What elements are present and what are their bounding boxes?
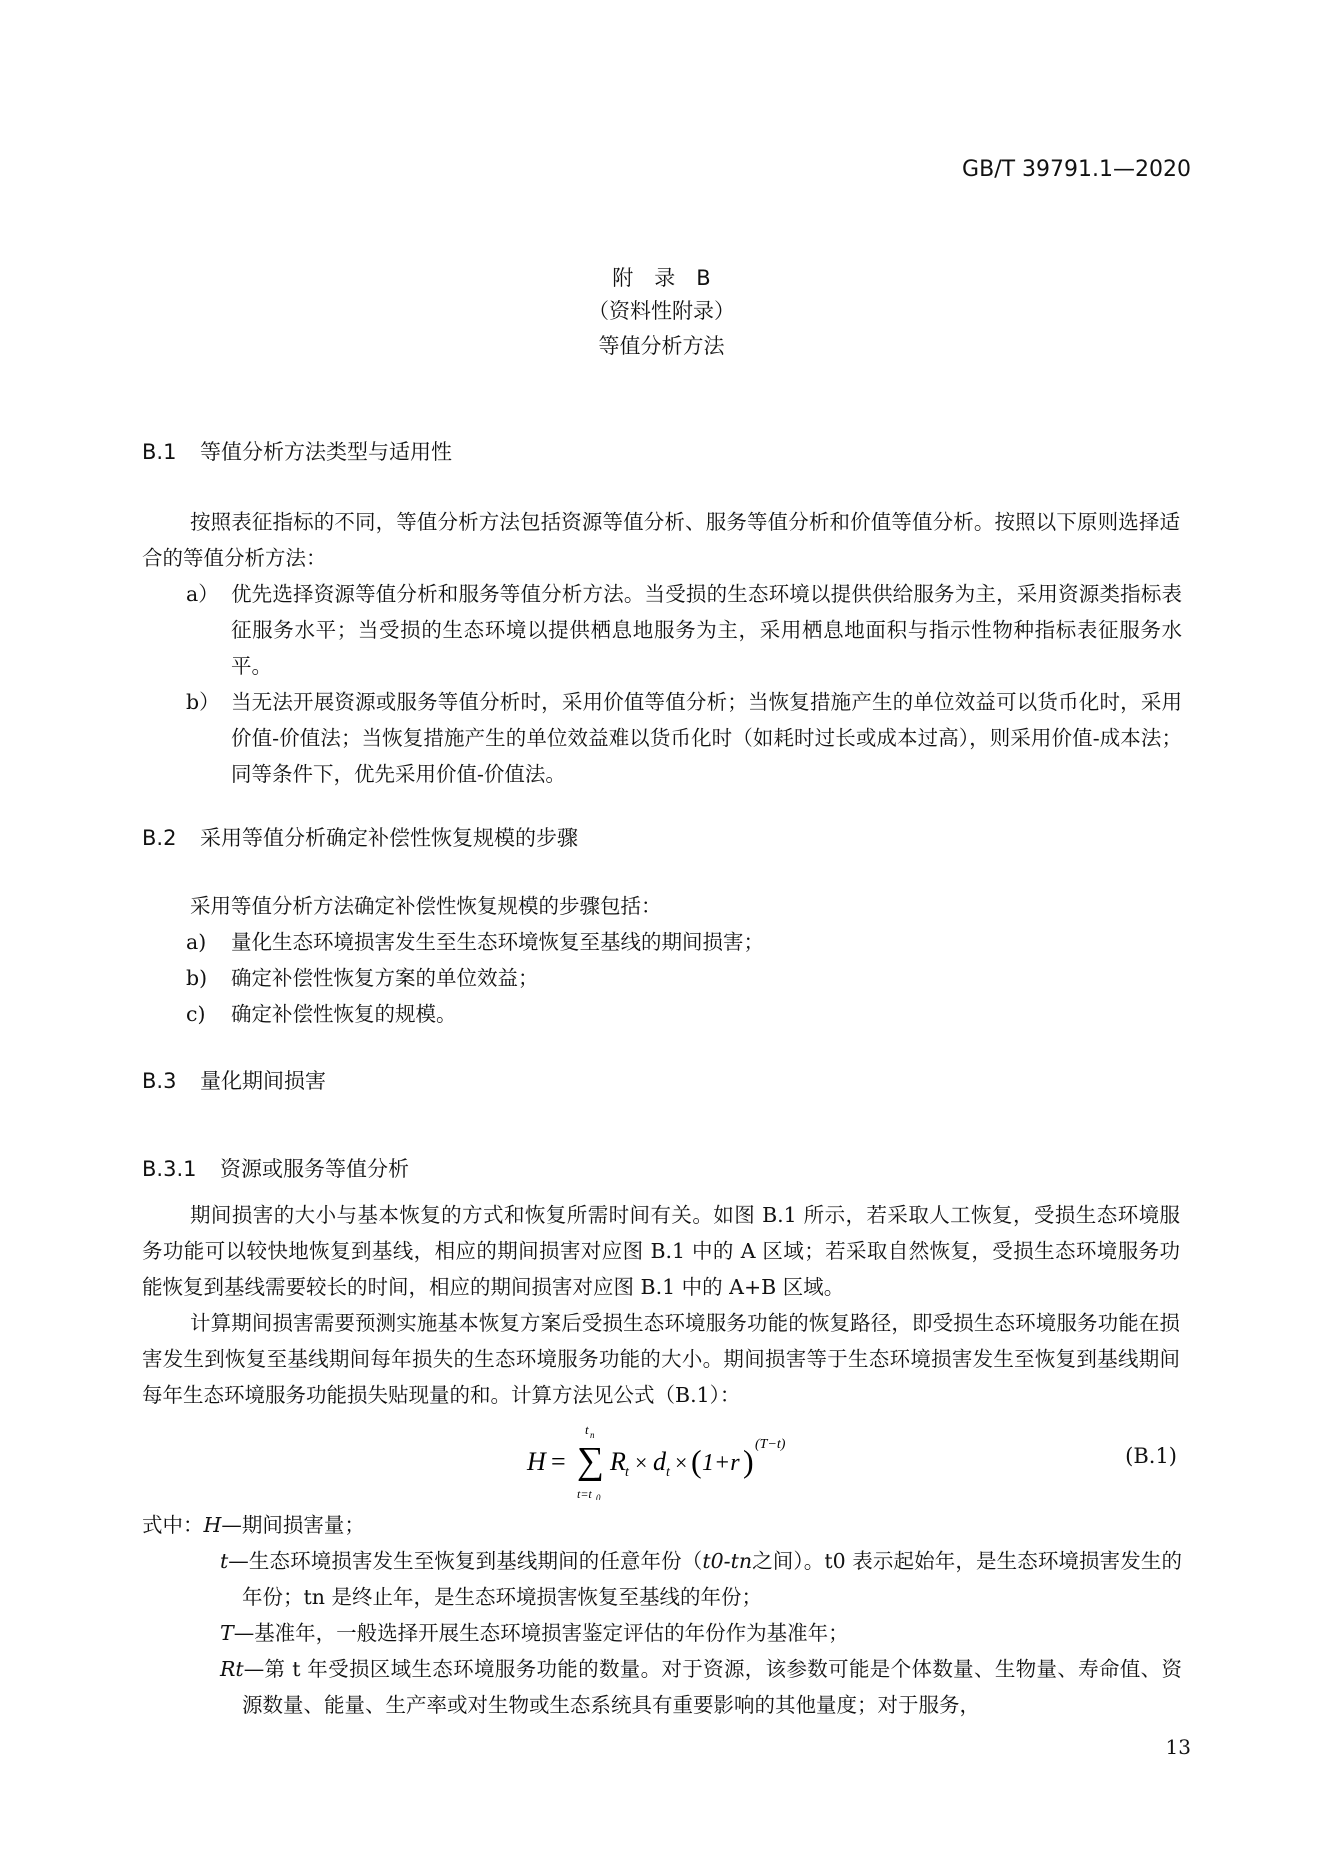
list-marker: b） <box>186 690 220 714</box>
formula-exponent: (T−t) <box>755 1437 786 1452</box>
variable-range: t0-tn <box>702 1549 753 1573</box>
paragraph-text: 期间损害的大小与基本恢复的方式和恢复所需时间有关。如图 B.1 所示，若采取人工恢复，受损生态环境服务功能可以较快地恢复到基线，相应的期间损害对应图 B.1 中的 A 区域；若采取自然恢复，受损生态环境服务功能恢复到基线需要较长的时间，相应的期间损害对应图 B.1 中的 A+B 区域。 <box>142 1203 1180 1299</box>
times-sign: × <box>675 1450 688 1475</box>
list-item <box>142 924 1182 960</box>
appendix-subtitle: 等值分析方法 <box>598 334 725 358</box>
section-heading-b1 <box>142 436 452 466</box>
variable-lead: 式中： <box>142 1513 204 1537</box>
variable-symbol: H <box>203 1513 222 1537</box>
list-item-text: 当无法开展资源或服务等值分析时，采用价值等值分析；当恢复措施产生的单位效益可以货币化时，采用价值-价值法；当恢复措施产生的单位效益难以货币化时（如耗时过长或成本过高），则采用价值-成本法；同等条件下，优先采用价值-价值法。 <box>231 690 1182 786</box>
section-number: B.1 <box>142 440 177 464</box>
sum-lower: t=t <box>577 1487 592 1500</box>
section-heading-b2 <box>142 822 578 852</box>
section-heading-b3 <box>142 1065 326 1095</box>
paren-open: ( <box>691 1443 702 1479</box>
list-item <box>142 576 1182 684</box>
variable-row-T <box>142 1615 1182 1651</box>
formula-d-term: d <box>653 1447 666 1476</box>
section-number: B.3 <box>142 1069 177 1093</box>
variable-definition-cont: 之间）。t0 表示起始年，是生态环境损害发生的年份；tn 是终止年，是生态环境损害恢复至基线的年份； <box>242 1549 1183 1609</box>
variable-definition: —生态环境损害发生至恢复到基线期间的任意年份（ <box>228 1549 703 1573</box>
list-b1 <box>142 576 1182 792</box>
paragraph <box>142 1197 1180 1413</box>
list-marker: c) <box>186 1002 206 1026</box>
section-title: 采用等值分析确定补偿性恢复规模的步骤 <box>200 826 578 850</box>
formula-inner: 1+r <box>702 1450 740 1476</box>
variable-symbol: t <box>220 1549 229 1573</box>
variable-list <box>142 1507 1182 1723</box>
variable-symbol: Rt <box>220 1657 244 1681</box>
paragraph <box>142 504 1180 576</box>
variable-symbol: T <box>220 1621 234 1645</box>
section-number: B.2 <box>142 826 177 850</box>
list-marker: a) <box>186 930 207 954</box>
document-number: GB/T 39791.1—2020 <box>962 157 1191 182</box>
section-title: 资源或服务等值分析 <box>220 1157 409 1181</box>
paren-close: ) <box>743 1443 754 1479</box>
variable-row-R <box>142 1651 1182 1723</box>
times-sign: × <box>635 1450 648 1475</box>
section-title: 等值分析方法类型与适用性 <box>200 440 452 464</box>
list-item <box>142 960 1182 996</box>
paragraph-text: 按照表征指标的不同，等值分析方法包括资源等值分析、服务等值分析和价值等值分析。按照以下原则选择适合的等值分析方法： <box>142 510 1180 570</box>
section-heading-b31 <box>142 1153 409 1183</box>
page-number: 13 <box>1165 1735 1191 1759</box>
list-marker: a） <box>186 582 219 606</box>
formula-b1 <box>525 1420 825 1500</box>
list-item-text: 量化生态环境损害发生至生态环境恢复至基线的期间损害； <box>231 930 764 954</box>
formula-lhs: H <box>527 1447 546 1476</box>
list-item <box>142 684 1182 792</box>
list-item-text: 优先选择资源等值分析和服务等值分析方法。当受损的生态环境以提供供给服务为主，采用资源类指标表征服务水平；当受损的生态环境以提供栖息地服务为主，采用栖息地面积与指示性物种指标表征服务水平。 <box>231 582 1182 678</box>
variable-definition: —基准年，一般选择开展生态环境损害鉴定评估的年份作为基准年； <box>233 1621 849 1645</box>
section-number: B.3.1 <box>142 1157 197 1181</box>
list-b2 <box>142 924 1182 1032</box>
list-item <box>142 996 1182 1032</box>
list-item-text: 确定补偿性恢复方案的单位效益； <box>231 966 539 990</box>
formula-equals: = <box>551 1447 566 1476</box>
variable-row-h <box>142 1507 1182 1543</box>
paragraph <box>142 888 1180 924</box>
variable-definition: —第 t 年受损区域生态环境服务功能的数量。对于资源，该参数可能是个体数量、生物量、寿命值、资源数量、能量、生产率或对生物或生态系统具有重要影响的其他量度；对于服务， <box>242 1657 1182 1717</box>
equation-number: (B.1) <box>1125 1444 1177 1468</box>
list-marker: b) <box>186 966 208 990</box>
paragraph-text: 计算期间损害需要预测实施基本恢复方案后受损生态环境服务功能的恢复路径，即受损生态环境服务功能在损害发生到恢复至基线期间每年损失的生态环境服务功能的大小。期间损害等于生态环境损害发生至恢复到基线期间每年生态环境服务功能损失贴现量的和。计算方法见公式（B.1）： <box>142 1311 1180 1407</box>
variable-definition: —期间损害量； <box>221 1513 365 1537</box>
sum-upper-sub: n <box>590 1430 595 1440</box>
appendix-title: 附 录 B <box>612 266 711 290</box>
appendix-type: （资料性附录） <box>588 299 735 323</box>
variable-row-t <box>142 1543 1182 1615</box>
formula-d-sub: t <box>666 1465 670 1480</box>
section-title: 量化期间损害 <box>200 1069 326 1093</box>
formula-r-term: R <box>610 1447 626 1476</box>
sum-symbol: ∑ <box>577 1440 605 1482</box>
list-item-text: 确定补偿性恢复的规模。 <box>231 1002 457 1026</box>
sum-lower-sub: 0 <box>596 1493 601 1500</box>
paragraph-text: 采用等值分析方法确定补偿性恢复规模的步骤包括： <box>190 894 662 918</box>
formula-r-sub: t <box>625 1465 629 1480</box>
sum-upper: t <box>585 1422 589 1437</box>
